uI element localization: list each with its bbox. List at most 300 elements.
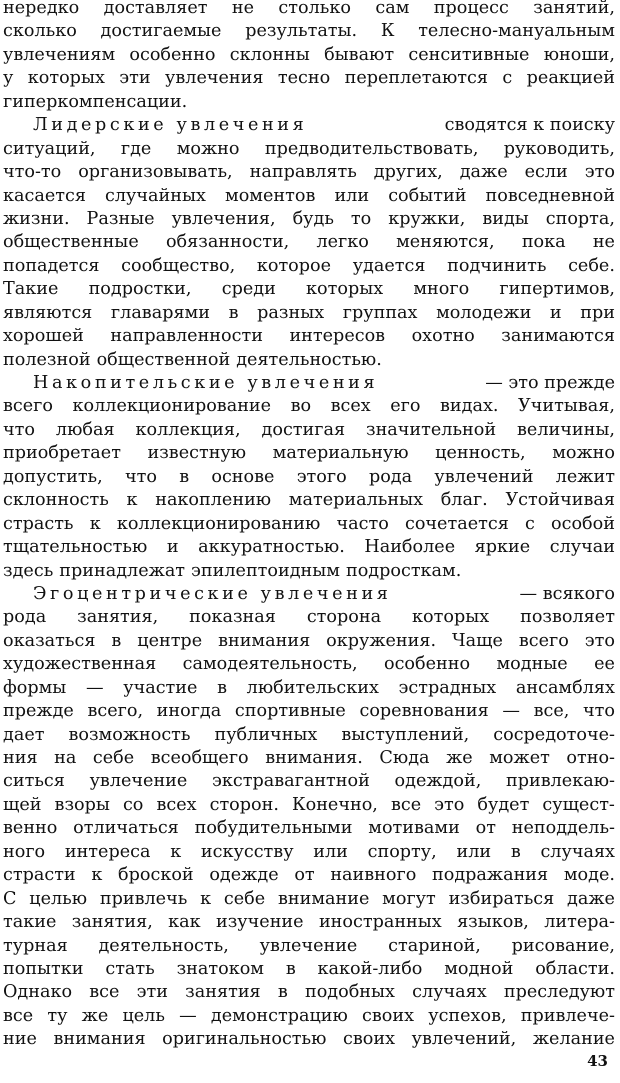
word: виды [482, 208, 529, 229]
word: модной [444, 958, 514, 979]
word: допустить, [3, 466, 103, 487]
word: кружки, [388, 208, 466, 229]
word: Конечно, [292, 794, 378, 815]
text-fragment: — это прежде [485, 373, 615, 393]
word: много [413, 279, 470, 300]
word: интересов [289, 326, 386, 347]
paragraph-lead-line [3, 583, 615, 606]
word: занятия, [71, 912, 153, 933]
word: щей [3, 794, 42, 815]
word: яркие [474, 537, 531, 558]
word: ценность, [435, 443, 526, 464]
word: лежит [555, 466, 615, 487]
word: в [228, 302, 239, 323]
word: деятельность, [98, 935, 229, 956]
word: эти [119, 68, 151, 89]
word: Устойчивая [505, 490, 615, 511]
word: стариной, [388, 935, 481, 956]
word: неподдель- [511, 818, 615, 839]
word: что-то [3, 162, 62, 183]
term-lidersky: Лидерские увлечения [33, 115, 308, 136]
word: тщательностью [3, 537, 148, 558]
paragraph-lead-line [3, 372, 615, 395]
word: Такие [3, 279, 59, 300]
word: ансамблях [515, 677, 615, 698]
text-line [3, 0, 615, 20]
body-text [3, 0, 615, 1052]
word: рода [3, 607, 47, 628]
word: к [170, 841, 182, 862]
paragraph-lead-line [3, 114, 615, 137]
word: его [390, 396, 421, 417]
text-line [3, 44, 615, 67]
word: направленности [110, 326, 263, 347]
word: нередко [3, 0, 80, 18]
word: жизни. [3, 208, 70, 229]
word: демонстрацию [210, 1005, 348, 1026]
text-line [3, 231, 615, 254]
word: иностранных [318, 912, 442, 933]
word: это [434, 794, 465, 815]
word: же [446, 748, 473, 768]
word: деятельностью. [236, 349, 382, 370]
word: оригинальностью [162, 1029, 327, 1050]
term-egocentricheskie: Эгоцентрические увлечения [33, 583, 392, 604]
word: будет [477, 794, 530, 815]
word: сообщество, [121, 255, 236, 276]
word: ние [3, 1029, 37, 1050]
text-line [3, 325, 615, 348]
word: склонность [3, 490, 109, 511]
word: всех [156, 794, 197, 815]
word: с [502, 68, 513, 89]
word: хорошей [3, 326, 84, 347]
word: что [583, 701, 615, 722]
word: самодеятельность, [182, 654, 358, 675]
word: в [277, 982, 288, 1003]
word: всего [3, 396, 53, 417]
word: достигаемые [100, 21, 222, 42]
word: известную [147, 443, 247, 464]
word: дает [3, 724, 45, 745]
word: от [294, 865, 315, 886]
word: столько [278, 0, 351, 18]
text-fragment: сводятся к поиску [444, 115, 615, 136]
word: ситуаций, [3, 138, 96, 159]
word: всего [518, 630, 569, 651]
word: попадется [3, 255, 100, 276]
text-line [3, 255, 615, 278]
word: себе. [568, 255, 615, 276]
word: Однако [3, 982, 73, 1003]
word: увлечений, [411, 1029, 517, 1050]
word: изучение [215, 912, 304, 933]
word: преследуют [503, 982, 615, 1003]
word: сенситивные [408, 44, 530, 65]
word: случайных [105, 185, 206, 206]
word: центре [137, 630, 203, 651]
text-line [3, 677, 615, 700]
text-line [3, 864, 615, 887]
word: которых [27, 68, 105, 89]
word: повседневной [485, 185, 615, 206]
text-line [3, 794, 615, 817]
word: публичных [214, 724, 318, 745]
text-line [3, 700, 615, 723]
text-line [3, 185, 615, 208]
word: ее [594, 654, 615, 675]
text-line [3, 349, 615, 372]
word: являются [3, 302, 93, 323]
word: одеждой, [394, 771, 482, 792]
text-line [3, 935, 615, 958]
word: реакцией [526, 68, 615, 89]
word: может [489, 748, 550, 768]
word: достигая [261, 419, 346, 440]
text-fragment: — всякого [519, 583, 615, 604]
word: руководить, [503, 138, 615, 159]
text-line [3, 630, 615, 653]
word: увлечения, [171, 208, 276, 229]
word: Сюда [379, 748, 430, 768]
word: сущест- [542, 794, 615, 815]
word: Наиболее [364, 537, 456, 558]
text-line [3, 747, 615, 770]
word: возможность [68, 724, 191, 745]
word: — [85, 677, 104, 698]
word: случаи [549, 537, 615, 558]
word: отличаться [73, 818, 179, 839]
text-line [3, 489, 615, 512]
word: позволяет [520, 607, 615, 628]
word: венно [3, 818, 58, 839]
word: области. [535, 958, 615, 979]
word: даже [567, 888, 615, 909]
word: всех [330, 396, 371, 417]
word: стать [105, 958, 155, 979]
word: телесно-мануальным [418, 21, 615, 42]
word: молодежи [436, 302, 532, 323]
word: будь [292, 208, 334, 229]
word: выступлений, [341, 724, 470, 745]
word: меняются, [396, 232, 495, 253]
text-line [3, 20, 615, 43]
word: внимание [277, 888, 370, 909]
word: подросткам. [345, 560, 462, 581]
word: спортивные [234, 701, 346, 722]
word: могут [382, 888, 436, 909]
word: бывают [324, 44, 395, 65]
word: в [510, 841, 521, 862]
word: разных [257, 302, 325, 323]
word: все [3, 1005, 34, 1026]
word: показная [189, 607, 276, 628]
word: целью [29, 888, 88, 909]
word: коллекционированию [116, 513, 321, 534]
word: увлечение [89, 771, 188, 792]
word: — [502, 701, 520, 722]
text-line [3, 841, 615, 864]
text-line [3, 278, 615, 301]
word: благ. [440, 490, 488, 511]
word: подчинить [447, 255, 547, 276]
word: С [3, 888, 17, 909]
word: своих [362, 1005, 415, 1026]
word: часто [336, 513, 389, 534]
word: К [380, 21, 395, 42]
word: сочетается [404, 513, 509, 534]
word: избираться [448, 888, 555, 909]
word: юноши, [543, 44, 615, 65]
word: и [166, 537, 179, 558]
word: формы [3, 677, 67, 698]
word: группах [342, 302, 418, 323]
word: в [179, 466, 190, 487]
text-line [3, 1028, 615, 1051]
word: соревнования [359, 701, 489, 722]
text-line [3, 981, 615, 1004]
text-line [3, 208, 615, 231]
word: пока [521, 232, 566, 253]
word: броской [118, 865, 194, 886]
word: событий [388, 185, 467, 206]
word: себе [223, 888, 266, 909]
word: от [475, 818, 496, 839]
word: взоры [54, 794, 110, 815]
word: предводительствовать, [264, 138, 479, 159]
word: моде. [563, 865, 615, 886]
word: себе [92, 748, 135, 768]
word: или [334, 185, 370, 206]
word: главарями [110, 302, 210, 323]
word: Разные [86, 208, 155, 229]
text-line [3, 911, 615, 934]
word: мотивами [368, 818, 460, 839]
word: особенно [383, 654, 471, 675]
word: основе [211, 466, 275, 487]
word: или [456, 841, 492, 862]
page-number: 43 [587, 1052, 608, 1070]
word: этого [296, 466, 347, 487]
word: величины, [517, 419, 615, 440]
word: иногда [156, 701, 222, 722]
word: у [3, 68, 14, 89]
word: увлечения [165, 68, 264, 89]
word: спорта, [545, 208, 615, 229]
text-line [3, 536, 615, 559]
text-line [3, 817, 615, 840]
word: что [124, 466, 157, 487]
word: занятия [185, 982, 261, 1003]
word: то [350, 208, 372, 229]
word: литера- [544, 912, 615, 933]
word: значительной [365, 419, 497, 440]
word: эпилептоидным [191, 560, 340, 581]
word: принадлежат [59, 560, 186, 581]
term-nakopitelskie: Накопительские увлечения [33, 373, 379, 393]
word: побудительными [194, 818, 353, 839]
word: страсть [3, 513, 74, 534]
word: случаях [412, 982, 487, 1003]
word: материальных [288, 490, 424, 511]
word: подобных [304, 982, 395, 1003]
word: к [89, 513, 101, 534]
word: любая [55, 419, 115, 440]
word: наивного [330, 865, 417, 886]
word: желание [532, 1029, 615, 1050]
word: — [179, 1005, 197, 1026]
word: эстрадных [398, 677, 497, 698]
word: увлечение [259, 935, 358, 956]
text-line [3, 606, 615, 629]
word: и [549, 302, 562, 323]
word: языков, [457, 912, 529, 933]
word: увлечениям [3, 44, 116, 65]
word: охотно [411, 326, 475, 347]
word: где [120, 138, 152, 159]
word: к [91, 865, 103, 886]
text-line [3, 442, 615, 465]
text-line [3, 770, 615, 793]
word: ту [47, 1005, 68, 1026]
text-line [3, 888, 615, 911]
word: отно- [566, 748, 615, 768]
word: ситься [3, 771, 65, 792]
word: результаты. [245, 21, 358, 42]
text-line [3, 138, 615, 161]
text-line [3, 302, 615, 325]
text-line [3, 958, 615, 981]
word: внимания [53, 1029, 146, 1050]
word: с [524, 513, 535, 534]
word: это [584, 162, 615, 183]
text-line [3, 513, 615, 536]
word: цель [122, 1005, 165, 1026]
word: аккуратностью. [198, 537, 345, 558]
word: это [584, 630, 615, 651]
word: все, [533, 701, 570, 722]
word: турная [3, 935, 68, 956]
word: обязанности, [165, 232, 290, 253]
word: ния [3, 748, 38, 768]
text-line [3, 161, 615, 184]
word: Учитывая, [518, 396, 615, 417]
word: склонны [229, 44, 310, 65]
word: окружения. [326, 630, 437, 651]
word: накоплению [155, 490, 272, 511]
word: участие [123, 677, 198, 698]
text-line [3, 560, 615, 583]
word: материальную [272, 443, 409, 464]
word: привлекаю- [506, 771, 615, 792]
text-line [3, 419, 615, 442]
word: подражания [432, 865, 549, 886]
word: к [126, 490, 138, 511]
word: Чаще [452, 630, 503, 651]
word: все [390, 794, 422, 815]
word: особой [551, 513, 615, 534]
word: ного [3, 841, 46, 862]
word: особенно [129, 44, 216, 65]
word: художественная [3, 654, 157, 675]
word: в [285, 958, 296, 979]
word: которых [306, 279, 384, 300]
word: внимания. [265, 748, 363, 768]
word: коллекционирование [72, 396, 272, 417]
text-line [3, 653, 615, 676]
word: увлечений [434, 466, 534, 487]
word: сосредоточе- [493, 724, 615, 745]
word: удается [352, 255, 426, 276]
word: страсти [3, 865, 76, 886]
word: интереса [64, 841, 151, 862]
word: можно [176, 138, 240, 159]
word: других, [373, 162, 443, 183]
word: общественные [3, 232, 139, 253]
word: видах. [440, 396, 499, 417]
word: тесно [277, 68, 331, 89]
word: рисование, [511, 935, 615, 956]
word: сколько [3, 21, 77, 42]
word: переплетаются [344, 68, 488, 89]
word: направлять [249, 162, 357, 183]
word: общественной [96, 349, 231, 370]
word: организовывать, [78, 162, 233, 183]
word: не [231, 0, 255, 18]
word: которое [256, 255, 332, 276]
word: привлечь [99, 888, 188, 909]
word: при [580, 302, 615, 323]
word: моментов [225, 185, 316, 206]
word: гипертимов, [499, 279, 615, 300]
word: не [592, 232, 615, 253]
word: успехов, [428, 1005, 507, 1026]
word: своих [343, 1029, 396, 1050]
word: эти [136, 982, 168, 1003]
word: любительских [246, 677, 379, 698]
word: занятия, [77, 607, 159, 628]
word: приобретает [3, 443, 121, 464]
word: как [168, 912, 201, 933]
word: занимаются [501, 326, 615, 347]
word: гиперкомпенсации. [3, 91, 188, 112]
word: всего, [87, 701, 144, 722]
word: или [313, 841, 348, 862]
word: что [3, 419, 35, 440]
word: какой-либо [317, 958, 423, 979]
word: спорту, [367, 841, 437, 862]
word: к [200, 888, 212, 909]
word: даже [459, 162, 508, 183]
word: в [217, 677, 227, 698]
word: модные [496, 654, 568, 675]
word: оказаться [3, 630, 96, 651]
text-line [3, 1005, 615, 1028]
word: занятий, [533, 0, 615, 18]
text-line [3, 395, 615, 418]
word: легко [316, 232, 369, 253]
word: можно [552, 443, 615, 464]
word: сам [375, 0, 410, 18]
word: все [89, 982, 120, 1003]
word: попытки [3, 958, 84, 979]
text-line [3, 67, 615, 90]
word: рода [368, 466, 413, 487]
word: подростки, [88, 279, 192, 300]
word: касается [3, 185, 86, 206]
word: процесс [433, 0, 509, 18]
word: на [54, 748, 77, 768]
